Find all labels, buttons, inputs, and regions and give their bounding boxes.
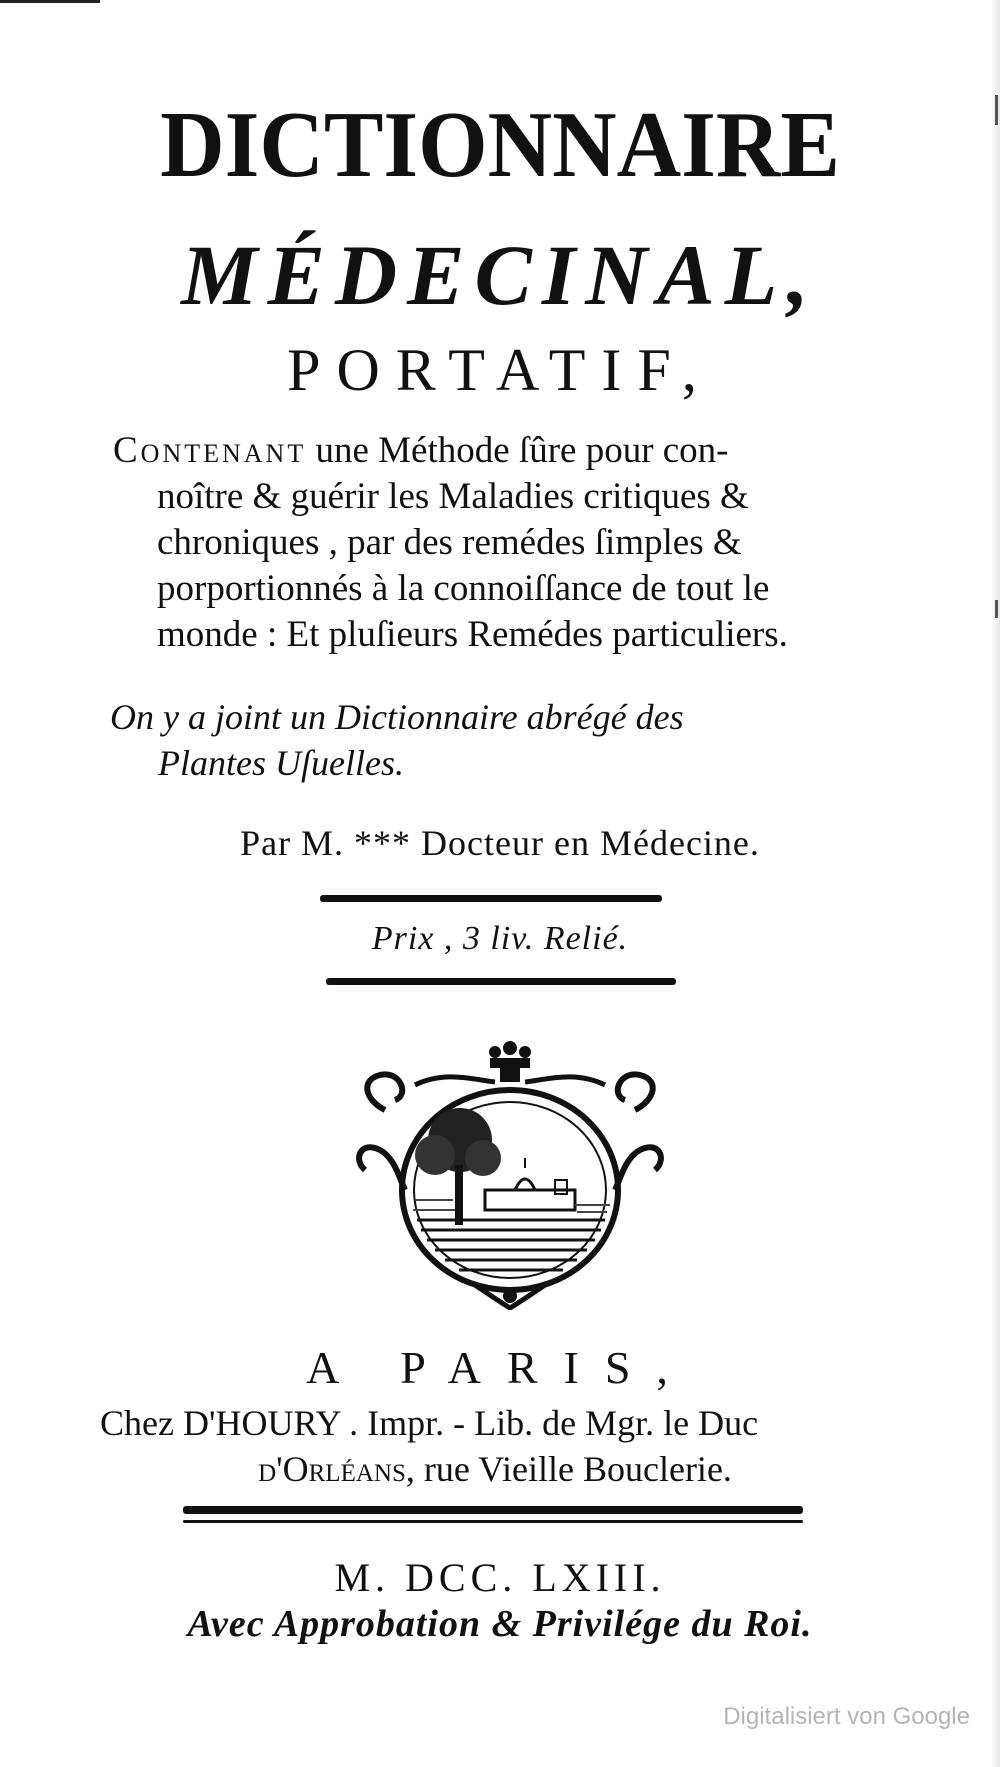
divider-rule — [183, 1506, 803, 1514]
divider-rule — [326, 978, 676, 985]
addendum-line: Plantes Uſuelles. — [158, 743, 404, 783]
addendum-block — [110, 694, 886, 786]
title-portatif: PORTATIF, — [287, 337, 713, 403]
description-line: porportionnés à la connoiſſance de tout le — [157, 568, 770, 609]
imprint-city: A PARIS, — [306, 1342, 694, 1393]
title-subtitle: MÉDECINAL, — [181, 227, 819, 323]
privilege-line: Avec Approbation & Privilége du Roi. — [187, 1603, 813, 1645]
imprint-year: M. DCC. LXIII. — [334, 1555, 666, 1600]
publisher-line: , rue Vieille Bouclerie. — [405, 1449, 732, 1489]
edge-mark — [995, 600, 998, 618]
addendum-line: On y a joint un Dictionnaire abrégé des — [110, 697, 684, 737]
description-lead: Contenant — [113, 430, 307, 471]
edge-mark — [995, 95, 998, 125]
page-edge-top — [0, 0, 100, 3]
google-watermark: Digitalisiert von Google — [723, 1703, 970, 1730]
publisher-block — [100, 1400, 890, 1492]
publisher-line: Chez D'HOURY . Impr. - Lib. de Mgr. le Duc — [100, 1403, 759, 1443]
crowned-cartouche-landscape-icon — [355, 1040, 665, 1310]
description-block — [113, 428, 886, 658]
title-main: DICTIONNAIRE — [160, 93, 840, 197]
publisher-duke: d'Orléans — [258, 1449, 406, 1489]
price-line: Prix , 3 liv. Relié. — [371, 920, 629, 957]
divider-rule-thin — [183, 1520, 803, 1523]
divider-rule — [320, 895, 662, 902]
description-line: chroniques , par des remédes ſimples & — [157, 522, 742, 563]
description-line: noître & guérir les Maladies critiques & — [157, 476, 749, 517]
description-line: monde : Et pluſieurs Remédes particuliers. — [157, 614, 788, 655]
description-line: une Méthode ſûre pour con- — [306, 430, 729, 471]
author-line: Par M. *** Docteur en Médecine. — [240, 823, 760, 863]
